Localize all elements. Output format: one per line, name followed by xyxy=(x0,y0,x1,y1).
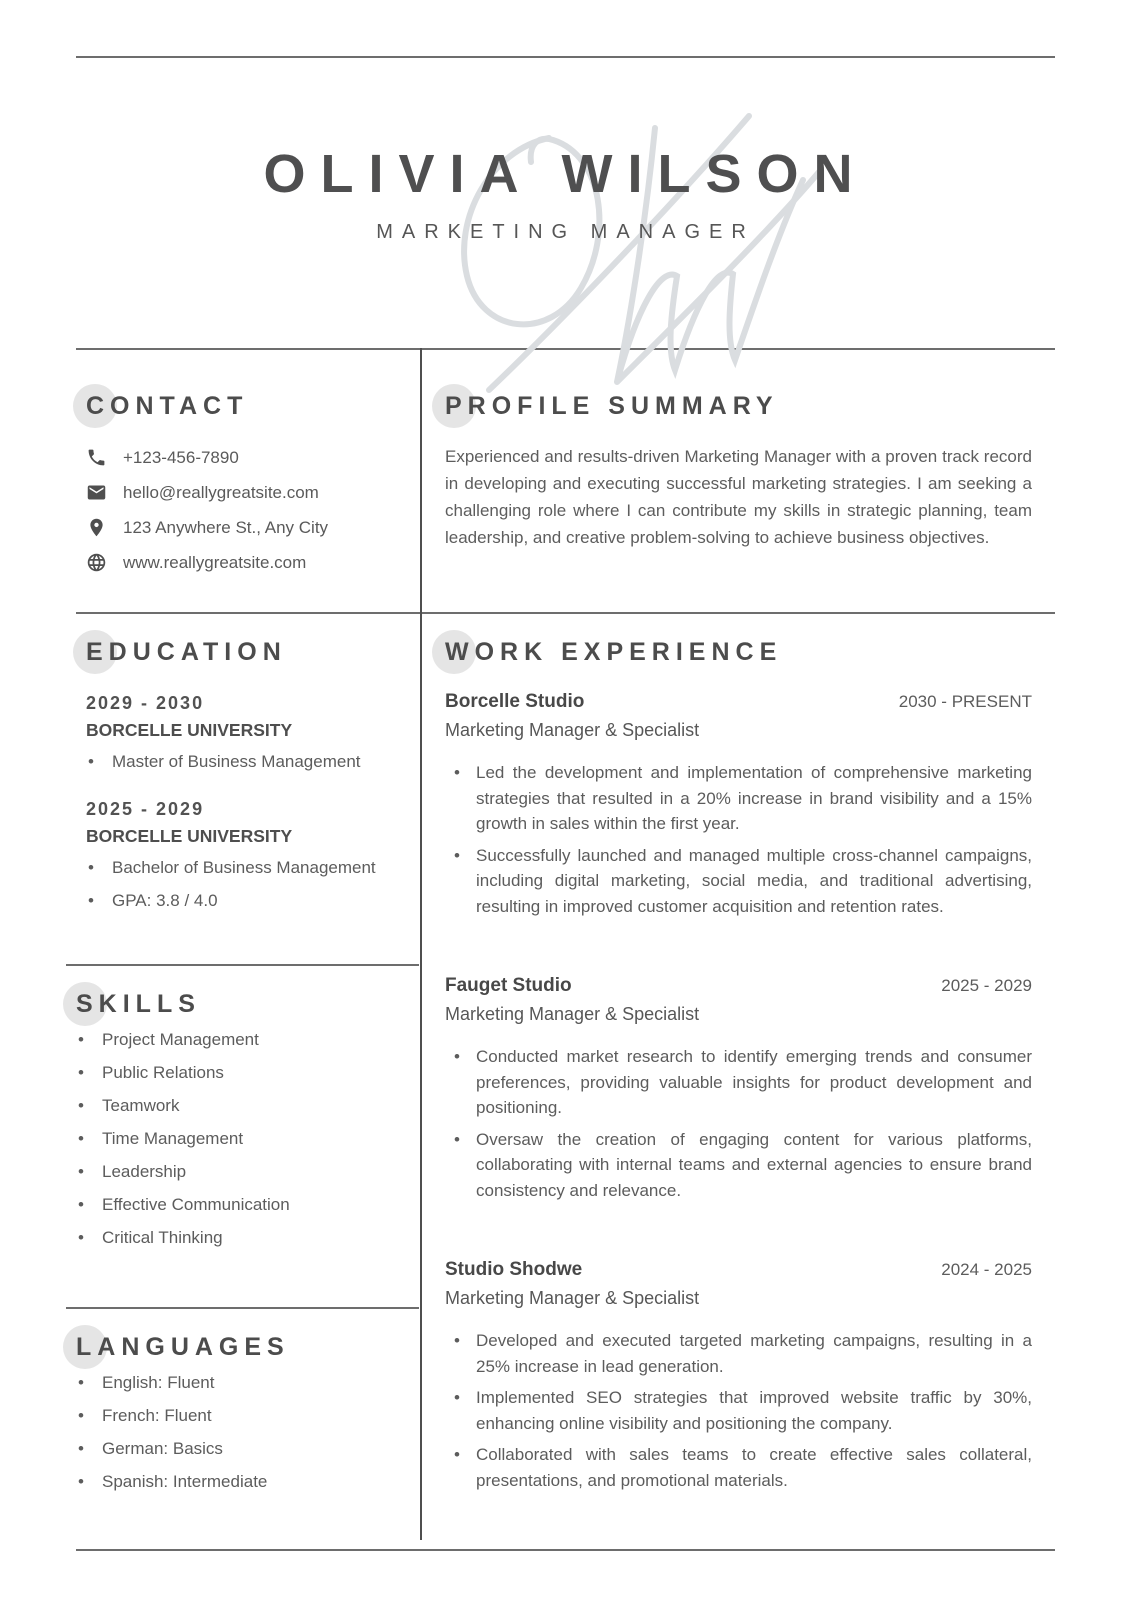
job-entry xyxy=(445,691,1032,919)
contact-heading: CONTACT xyxy=(86,392,249,420)
globe-icon xyxy=(86,552,107,573)
job-entry xyxy=(445,975,1032,1203)
job-header xyxy=(445,1259,1032,1281)
job-company: Fauget Studio xyxy=(445,975,572,996)
education-school: BORCELLE UNIVERSITY xyxy=(86,720,293,740)
education-years: 2029 - 2030 xyxy=(86,693,205,713)
job-bullet: • Collaborated with sales teams to create effective sales collateral, presentations, and promotional materials. xyxy=(445,1442,1032,1493)
languages-section xyxy=(66,1307,419,1493)
job-role: Marketing Manager & Specialist xyxy=(445,720,700,740)
job-dates: 2024 - 2025 xyxy=(941,1260,1032,1279)
skill-item: • Public Relations xyxy=(76,1062,391,1084)
header xyxy=(76,58,1055,348)
skill-item: • Time Management xyxy=(76,1128,391,1150)
education-details xyxy=(86,857,391,912)
job-bullet: • Successfully launched and managed multiple cross-channel campaigns, including digital marketing, social media, and traditional advertising, resulting in improved customer acquisition and retention rates. xyxy=(445,843,1032,920)
language-item: • English: Fluent xyxy=(76,1372,391,1394)
contact-item-email xyxy=(86,482,391,503)
languages-heading: LANGUAGES xyxy=(76,1333,290,1361)
education-detail: • GPA: 3.8 / 4.0 xyxy=(86,890,391,912)
contact-website-text: www.reallygreatsite.com xyxy=(123,552,307,572)
education-years: 2025 - 2029 xyxy=(86,799,205,819)
job-entry xyxy=(445,1259,1032,1493)
job-bullets xyxy=(445,760,1032,919)
row-contact-profile xyxy=(76,348,1055,612)
skill-item: • Project Management xyxy=(76,1029,391,1051)
education-detail: • Bachelor of Business Management xyxy=(86,857,391,879)
location-icon xyxy=(86,517,107,538)
contact-section xyxy=(76,350,419,612)
profile-summary-text: Experienced and results-driven Marketing Manager with a proven track record in developing and executing successful marketing strategies. I am seeking a challenging role where I can contribute my skills in strategic planning, team leadership, and creative problem-solving to achieve business objectives. xyxy=(445,447,1032,547)
education-detail: • Master of Business Management xyxy=(86,751,391,773)
work-experience-section xyxy=(419,614,1055,1549)
contact-item-website xyxy=(86,552,391,573)
profile-summary-heading: PROFILE SUMMARY xyxy=(445,392,779,420)
vertical-divider xyxy=(420,348,422,1540)
language-item: • French: Fluent xyxy=(76,1405,391,1427)
language-item: • Spanish: Intermediate xyxy=(76,1471,391,1493)
education-entry xyxy=(86,693,391,773)
skill-item: • Leadership xyxy=(76,1161,391,1183)
job-role: Marketing Manager & Specialist xyxy=(445,1004,700,1024)
job-header xyxy=(445,975,1032,997)
skill-item: • Teamwork xyxy=(76,1095,391,1117)
languages-list xyxy=(76,1372,391,1493)
job-bullets xyxy=(445,1044,1032,1203)
skills-section xyxy=(66,964,419,1307)
job-header xyxy=(445,691,1032,713)
skill-item: • Critical Thinking xyxy=(76,1227,391,1249)
job-dates: 2030 - PRESENT xyxy=(898,692,1032,711)
education-heading: EDUCATION xyxy=(86,638,287,666)
work-experience-heading: WORK EXPERIENCE xyxy=(445,638,783,666)
language-item: • German: Basics xyxy=(76,1438,391,1460)
skill-item: • Effective Communication xyxy=(76,1194,391,1216)
job-bullet: • Developed and executed targeted marketing campaigns, resulting in a 25% increase in lead generation. xyxy=(445,1328,1032,1379)
education-entry xyxy=(86,799,391,912)
contact-address-text: 123 Anywhere St., Any City xyxy=(123,517,329,537)
job-company: Borcelle Studio xyxy=(445,691,585,712)
education-details xyxy=(86,751,391,773)
bottom-divider xyxy=(76,1549,1055,1551)
email-icon xyxy=(86,482,107,503)
left-column xyxy=(76,614,419,1549)
contact-item-address xyxy=(86,517,391,538)
job-bullet: • Led the development and implementation of comprehensive marketing strategies that resulted in a 20% increase in brand visibility and a 15% growth in sales within the first year. xyxy=(445,760,1032,837)
contact-list xyxy=(86,447,391,573)
job-bullet: • Implemented SEO strategies that improved website traffic by 30%, enhancing online visibility and positioning the company. xyxy=(445,1385,1032,1436)
person-title: MARKETING MANAGER xyxy=(376,221,755,243)
job-bullets xyxy=(445,1328,1032,1493)
row-education-experience xyxy=(76,612,1055,1549)
skills-heading: SKILLS xyxy=(76,990,201,1018)
person-name: OLIVIA WILSON xyxy=(263,144,868,204)
phone-icon xyxy=(86,447,107,468)
education-school: BORCELLE UNIVERSITY xyxy=(86,826,293,846)
education-section xyxy=(76,614,419,964)
skills-list xyxy=(76,1029,391,1249)
job-bullet: • Conducted market research to identify emerging trends and consumer preferences, providing valuable insights for product development and positioning. xyxy=(445,1044,1032,1121)
job-company: Studio Shodwe xyxy=(445,1259,583,1280)
job-dates: 2025 - 2029 xyxy=(941,976,1032,995)
job-bullet: • Oversaw the creation of engaging content for various platforms, collaborating with internal teams and external agencies to ensure brand consistency and relevance. xyxy=(445,1127,1032,1204)
contact-email-text: hello@reallygreatsite.com xyxy=(123,482,319,502)
job-role: Marketing Manager & Specialist xyxy=(445,1288,700,1308)
profile-summary-section xyxy=(419,350,1055,612)
contact-item-phone xyxy=(86,447,391,468)
contact-phone-text: +123-456-7890 xyxy=(123,447,239,467)
